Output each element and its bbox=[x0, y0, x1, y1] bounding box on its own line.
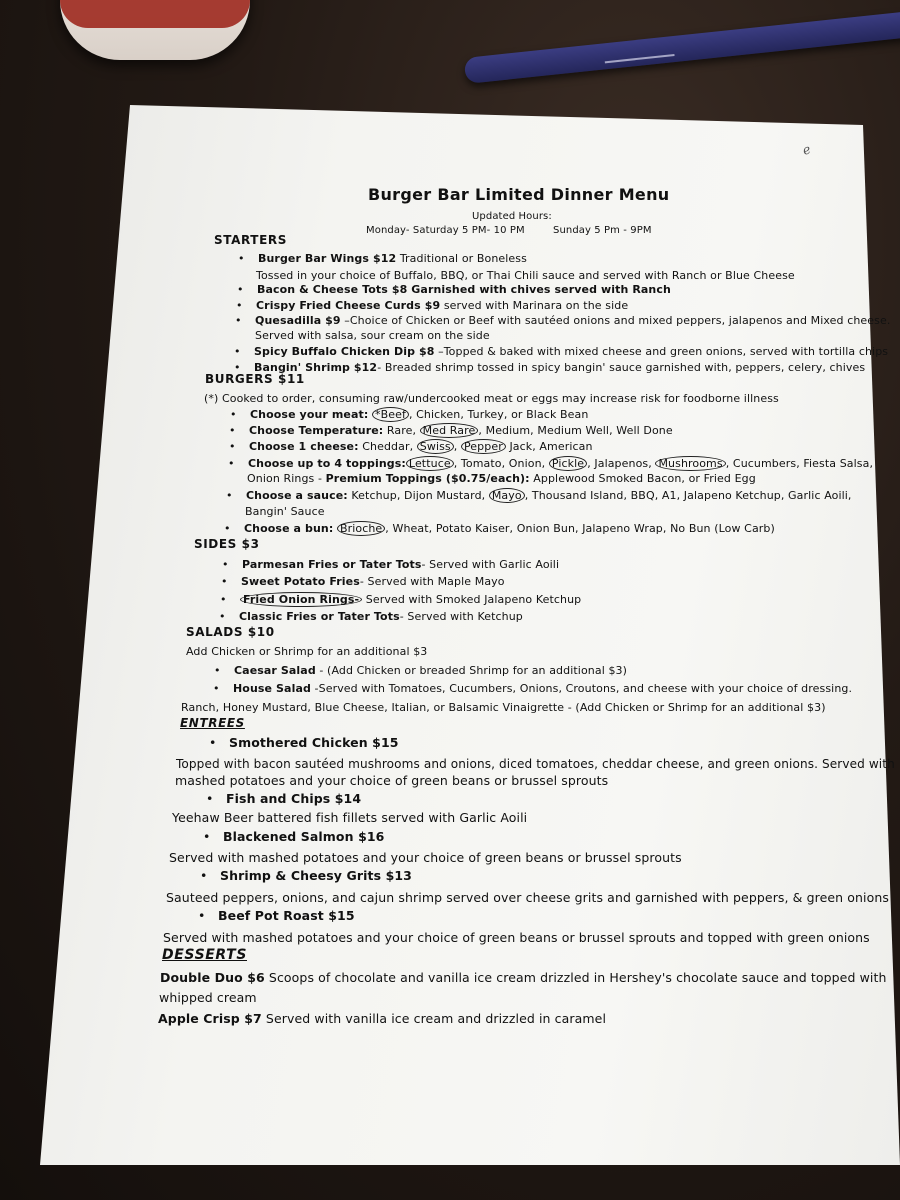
starter-tots: • Bacon & Cheese Tots $8 Garnished with chives served with Ranch bbox=[257, 283, 671, 297]
hours-sunday: Sunday 5 Pm - 9PM bbox=[553, 225, 652, 236]
entree-chicken-desc2: mashed potatoes and your choice of green beans or brussel sprouts bbox=[175, 773, 609, 788]
starter-quesadilla-desc: Served with salsa, sour cream on the side bbox=[255, 329, 490, 342]
dessert-apple-crisp: Apple Crisp $7 Served with vanilla ice cream and drizzled in caramel bbox=[158, 1011, 607, 1026]
menu-title: Burger Bar Limited Dinner Menu bbox=[368, 185, 670, 204]
entree-chicken-desc1: Topped with bacon sautéed mushrooms and onions, diced tomatoes, cheddar cheese, and green onions. Served with bbox=[176, 757, 895, 771]
side-parmesan: • Parmesan Fries or Tater Tots- Served with Garlic Aoili bbox=[242, 558, 559, 572]
burger-meat: • Choose your meat: *Beef , Chicken, Turkey, or Black Bean bbox=[250, 408, 588, 422]
entrees-heading: ENTREES bbox=[180, 716, 245, 730]
burgers-heading: BURGERS $11 bbox=[205, 372, 305, 386]
salad-house-desc: Ranch, Honey Mustard, Blue Cheese, Italian, or Balsamic Vinaigrette - (Add Chicken or Shrimp for an additional $3) bbox=[181, 701, 826, 714]
hours-label: Updated Hours: bbox=[472, 211, 552, 222]
salads-heading: SALADS $10 bbox=[186, 625, 275, 639]
entree-chicken: • Smothered Chicken $15 bbox=[229, 736, 399, 750]
side-sweet-potato: • Sweet Potato Fries- Served with Maple Mayo bbox=[241, 575, 505, 589]
burgers-note: (*) Cooked to order, consuming raw/undercooked meat or eggs may increase risk for foodborne illness bbox=[204, 392, 779, 405]
salad-house: • House Salad -Served with Tomatoes, Cucumbers, Onions, Croutons, and cheese with your choice of dressing. bbox=[233, 682, 852, 696]
entree-roast-desc: Served with mashed potatoes and your choice of green beans or brussel sprouts and topped with green onions bbox=[163, 930, 870, 945]
salad-caesar: • Caesar Salad - (Add Chicken or breaded Shrimp for an additional $3) bbox=[234, 664, 627, 678]
entree-roast: • Beef Pot Roast $15 bbox=[218, 909, 355, 923]
burger-toppings: • Choose up to 4 toppings: Lettuce , Tomato, Onion, Pickle , Jalapenos, Mushrooms , Cucumbers, Fiesta Salsa, bbox=[248, 457, 873, 471]
entree-fish-desc: Yeehaw Beer battered fish fillets served with Garlic Aoili bbox=[172, 810, 528, 825]
side-onion-rings: • Fried Onion Rings- Served with Smoked Jalapeno Ketchup bbox=[240, 593, 581, 607]
burger-toppings-premium: Onion Rings - Premium Toppings ($0.75/each): Applewood Smoked Bacon, or Fried Egg bbox=[247, 472, 756, 485]
dessert-duo: Double Duo $6 Scoops of chocolate and vanilla ice cream drizzled in Hershey's chocolate sauce and topped with bbox=[160, 970, 887, 985]
starter-curds: • Crispy Fried Cheese Curds $9 served with Marinara on the side bbox=[256, 299, 628, 313]
starters-heading: STARTERS bbox=[214, 233, 287, 247]
burger-cheese: • Choose 1 cheese: Cheddar, Swiss , Pepper Jack, American bbox=[249, 440, 593, 454]
entree-grits: • Shrimp & Cheesy Grits $13 bbox=[220, 869, 412, 883]
starter-quesadilla: • Quesadilla $9 –Choice of Chicken or Beef with sautéed onions and mixed peppers, jalapenos and Mixed cheese. bbox=[255, 314, 890, 328]
side-classic-fries: • Classic Fries or Tater Tots- Served with Ketchup bbox=[239, 610, 523, 624]
starter-dip: • Spicy Buffalo Chicken Dip $8 –Topped & baked with mixed cheese and green onions, served with tortilla chips bbox=[254, 345, 888, 359]
starter-wings-desc: Tossed in your choice of Buffalo, BBQ, or Thai Chili sauce and served with Ranch or Blue Cheese bbox=[256, 269, 795, 282]
salads-note: Add Chicken or Shrimp for an additional $3 bbox=[186, 645, 428, 658]
burger-sauce: • Choose a sauce: Ketchup, Dijon Mustard, Mayo , Thousand Island, BBQ, A1, Jalapeno Ketchup, Garlic Aoili, bbox=[246, 489, 852, 503]
desserts-heading: DESSERTS bbox=[162, 947, 247, 963]
starter-wings: • Burger Bar Wings $12 Traditional or Boneless bbox=[258, 252, 527, 266]
entree-fish: • Fish and Chips $14 bbox=[226, 792, 361, 806]
sides-heading: SIDES $3 bbox=[194, 537, 260, 551]
hours-weekday: Monday- Saturday 5 PM- 10 PM bbox=[366, 225, 525, 236]
pen-mark: ℯ bbox=[800, 142, 814, 159]
dessert-duo-desc: whipped cream bbox=[159, 990, 257, 1005]
entree-salmon-desc: Served with mashed potatoes and your choice of green beans or brussel sprouts bbox=[169, 850, 682, 865]
entree-grits-desc: Sauteed peppers, onions, and cajun shrimp served over cheese grits and garnished with peppers, & green onions bbox=[166, 890, 890, 905]
burger-sauce-line2: Bangin' Sauce bbox=[245, 505, 325, 518]
entree-salmon: • Blackened Salmon $16 bbox=[223, 830, 384, 844]
burger-bun: • Choose a bun: Brioche , Wheat, Potato Kaiser, Onion Bun, Jalapeno Wrap, No Bun (Low Carb) bbox=[244, 522, 775, 536]
burger-temp: • Choose Temperature: Rare, Med Rare , Medium, Medium Well, Well Done bbox=[249, 424, 673, 438]
starter-shrimp: • Bangin' Shrimp $12- Breaded shrimp tossed in spicy bangin' sauce garnished with, peppers, celery, chives bbox=[254, 361, 865, 375]
